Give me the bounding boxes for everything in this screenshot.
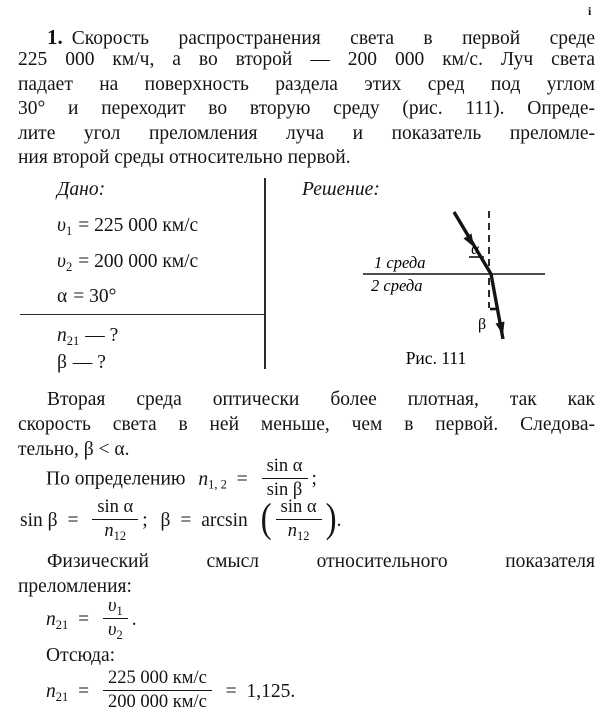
symbol: υ	[57, 251, 66, 272]
given-item-v2	[57, 251, 198, 273]
fraction-denominator	[276, 520, 322, 542]
close-paren: )	[325, 496, 337, 542]
fraction-numerator	[103, 596, 128, 619]
equals-sign: =	[78, 681, 90, 702]
punctuation: .	[336, 510, 342, 531]
given-divider-horizontal	[20, 314, 265, 315]
fraction-numerator: sin α	[276, 497, 322, 520]
open-paren: (	[260, 496, 272, 542]
value: = 225 000 км/с	[78, 215, 199, 236]
physical-meaning-line	[18, 549, 595, 574]
problem-paragraph	[18, 25, 595, 171]
problem-line	[18, 123, 595, 147]
fraction-denominator: 200 000 км/с	[108, 692, 207, 713]
symbol: β	[57, 352, 67, 373]
subscript: 21	[55, 690, 69, 704]
formula-prefix: По определению	[46, 468, 186, 490]
problem-line-text: падает на поверхность раздела этих сред под углом	[18, 73, 595, 95]
analysis-line-text: скорость света в ней меньше, чем в первой. Следова-	[18, 414, 595, 435]
symbol: υ	[108, 620, 117, 641]
fraction	[103, 668, 212, 712]
problem-line	[18, 49, 595, 73]
symbol: n	[198, 468, 209, 490]
symbol: n	[46, 681, 56, 702]
subscript: 21	[66, 334, 80, 348]
punctuation: ;	[311, 468, 317, 490]
subscript: 1	[65, 224, 73, 238]
problem-line	[18, 147, 595, 171]
beta-symbol: β	[160, 510, 171, 531]
symbol: n	[104, 521, 114, 542]
equals-sign: =	[67, 510, 79, 531]
problem-line	[18, 74, 595, 98]
fraction	[276, 497, 322, 544]
analysis-line-text: Вторая среда оптически более плотная, так как	[47, 389, 595, 410]
symbol: n	[57, 325, 67, 346]
problem-line-text: 225 000 км/ч, а во второй — 200 000 км/с. Луч света	[18, 49, 595, 71]
equals-sign: =	[236, 468, 248, 490]
formula-lhs: sin β	[20, 510, 58, 531]
otsyuda-text: Отсюда:	[46, 645, 116, 666]
formula-definition	[46, 458, 317, 500]
physical-meaning-text: преломления:	[18, 576, 132, 597]
refracted-ray-arrowhead	[496, 322, 505, 336]
problem-line-text: ния второй среды относительно первой.	[18, 146, 351, 168]
problem-line	[18, 25, 595, 49]
symbol: υ	[108, 596, 117, 617]
refraction-figure	[345, 198, 560, 372]
punctuation: .	[131, 609, 137, 630]
fraction-numerator: sin α	[262, 456, 308, 479]
solution-title: Решение:	[302, 179, 380, 200]
column-divider-vertical	[264, 178, 266, 369]
unknown-n21	[57, 325, 118, 347]
given-item-alpha	[57, 286, 116, 308]
value: = 30°	[73, 286, 117, 307]
fraction-numerator: 225 000 км/с	[103, 668, 212, 691]
given-panel	[20, 175, 265, 375]
subscript: 12	[113, 529, 127, 544]
fraction	[103, 596, 128, 643]
subscript: 1	[116, 604, 123, 619]
equals-sign: =	[225, 681, 237, 702]
analysis-line	[18, 412, 595, 437]
symbol: υ	[57, 215, 66, 236]
angle-beta-label: β	[478, 316, 487, 333]
subscript: 21	[55, 618, 69, 632]
given-item-v1	[57, 215, 198, 237]
medium-1-label: 1 среда	[374, 253, 426, 272]
subscript: 1, 2	[208, 477, 227, 492]
subscript: 2	[116, 628, 123, 643]
analysis-line	[18, 387, 595, 412]
symbol: n	[46, 609, 56, 630]
medium-2-label: 2 среда	[371, 276, 423, 295]
result-value: 1,125.	[246, 681, 296, 702]
physical-meaning-paragraph	[18, 549, 595, 599]
formula-n21	[46, 596, 137, 644]
fraction-denominator	[103, 619, 128, 641]
punctuation: ;	[142, 510, 148, 531]
arcsin-function: arcsin	[201, 510, 248, 531]
fraction-denominator: sin β	[266, 479, 303, 500]
problem-line-text: 30° и переходит во вторую среду (рис. 111). Опреде-	[18, 98, 595, 120]
equals-sign: =	[180, 510, 192, 531]
fraction-numerator: sin α	[92, 497, 138, 520]
fraction	[92, 497, 138, 544]
analysis-paragraph	[18, 387, 595, 462]
problem-line-text: Скорость распространения света в первой среде	[71, 28, 595, 49]
subscript: 2	[65, 260, 73, 274]
symbol: n	[287, 521, 297, 542]
problem-line	[18, 98, 595, 122]
value: = 200 000 км/с	[78, 251, 199, 272]
formula-result	[46, 668, 295, 716]
unknown-beta	[57, 352, 106, 374]
value: — ?	[72, 352, 106, 373]
problem-line-text: лите угол преломления луча и показатель преломле-	[18, 122, 595, 144]
problem-number: 1.	[47, 25, 63, 49]
figure-caption: Рис. 111	[405, 348, 467, 368]
given-title: Дано:	[57, 179, 106, 200]
equals-sign: =	[78, 609, 90, 630]
fraction-denominator	[92, 520, 138, 542]
physical-meaning-text: Физический смысл относительного показателя	[47, 551, 595, 572]
value: — ?	[85, 325, 119, 346]
otsyuda-label	[46, 645, 115, 667]
symbol: α	[57, 286, 68, 307]
angle-alpha-label: α	[471, 241, 480, 258]
subscript: 12	[296, 529, 310, 544]
analysis-line-text: тельно, β < α.	[18, 439, 130, 460]
scan-artifact-mark: i	[588, 4, 592, 18]
formula-sin-beta	[20, 496, 342, 544]
